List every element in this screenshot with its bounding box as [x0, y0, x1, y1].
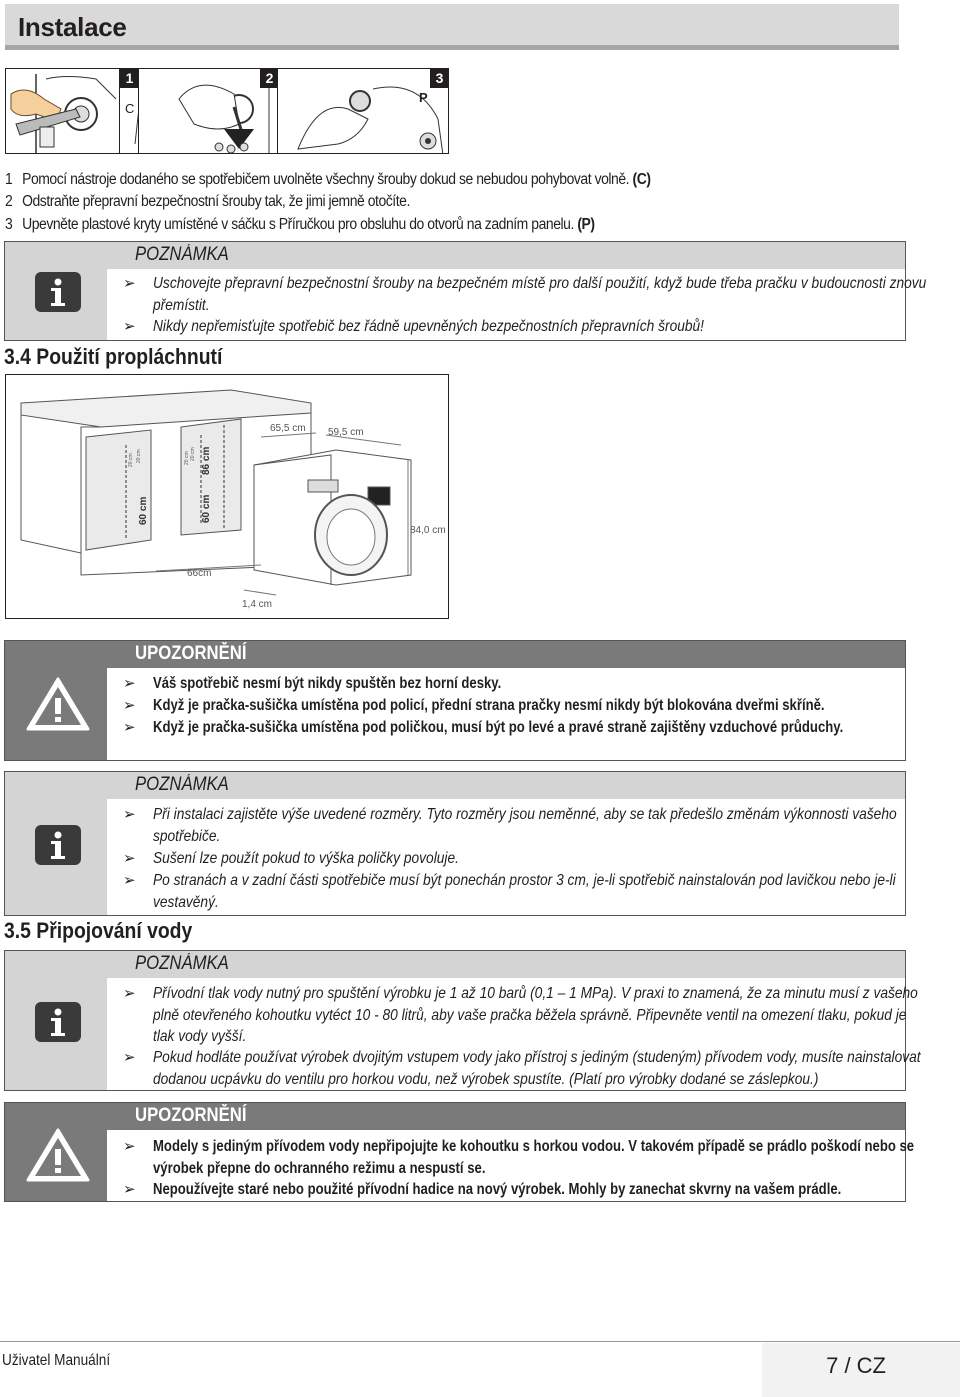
step-illustration-3 — [278, 68, 449, 154]
warning-title: UPOZORNĚNÍ — [135, 1105, 247, 1126]
info-icon — [35, 1002, 81, 1042]
note-item: ➢ Pokud hodláte používat výrobek dvojitým vstupem vody jako přístroj s jediným (studeným) přívodem vody, musíte nainstalovat dodanou ucpávku do ventilu pro horkou vodu, než výrobek spustíte. (Platí pro výrobky dodané se záslepkou.) — [123, 1049, 921, 1088]
note-box-1 — [4, 241, 927, 341]
note-title: POZNÁMKA — [135, 953, 229, 974]
warning-item: ➢ Když je pračka-sušička umístěna pod policí, přední strana pračky nesmí nikdy být blokována dveřmi skříně. — [123, 697, 825, 714]
warning-title: UPOZORNĚNÍ — [135, 643, 247, 664]
dim-label-depth: 65,5 cm — [270, 423, 306, 434]
footer-divider — [0, 1341, 960, 1342]
step-item-1: 1 Pomocí nástroje dodaného se spotřebičem uvolněte všechny šrouby dokud se nebudou pohybovat volně. (C) — [5, 171, 651, 188]
warning-box-2 — [4, 1102, 915, 1202]
warning-box-1 — [4, 640, 906, 761]
section-heading-3-4: 3.4 Použití propláchnutí — [4, 344, 223, 369]
note-item: ➢ Sušení lze použít pokud to výška poličky povoluje. — [123, 850, 459, 867]
step-number-1-badge: 1 — [120, 69, 139, 88]
dim-label-left-height-1: 60 cm — [138, 496, 149, 525]
page-header — [5, 4, 899, 50]
warning-item: ➢ Nepoužívejte staré nebo použité přívodní hadice na nový výrobek. Mohly by zanechat skvrny na vašem prádle. — [123, 1181, 842, 1198]
step-number-3: 3 — [430, 69, 449, 88]
step-item-3: 3 Upevněte plastové kryty umístěné v sáčku s Příručkou pro obsluhu do otvorů na zadním panelu. (P) — [5, 216, 595, 233]
dim-label-small-2: 20 cm — [136, 449, 142, 463]
dim-label-gap: 1,4 cm — [242, 599, 273, 610]
step-number-2: 2 — [260, 69, 278, 88]
note-item: ➢ Při instalaci zajistěte výše uvedené rozměry. Tyto rozměry jsou neměnné, aby se tak předešlo změnám výkonnosti vašeho spotřebiče. — [123, 806, 897, 845]
dim-label-cabinet-height: 86 cm — [201, 446, 212, 475]
hand-remove-illustration — [139, 69, 278, 154]
note-title: POZNÁMKA — [135, 244, 229, 265]
dim-label-small-3: 20 cm — [184, 451, 190, 465]
info-icon — [35, 825, 81, 865]
dim-label-left-height-2: 60 cm — [201, 494, 212, 523]
note-item: ➢ Nikdy nepřemisťujte spotřebič bez řádně upevněných bezpečnostních přepravních šroubů! — [123, 318, 705, 335]
footer-page-box — [762, 1343, 960, 1397]
warning-triangle-icon — [25, 676, 91, 732]
dim-label-small-1: 20 cm — [128, 453, 134, 467]
step-illustration-2 — [138, 68, 278, 154]
step-label-c: C — [125, 101, 135, 116]
section-heading-3-5: 3.5 Připojování vody — [4, 918, 193, 943]
hand-plug-illustration — [278, 69, 449, 154]
step-item-2: 2 Odstraňte přepravní bezpečnostní šrouby tak, že jimi jemně otočíte. — [5, 193, 410, 210]
dimensions-diagram — [5, 374, 449, 619]
built-in-diagram — [6, 375, 448, 618]
warning-item: ➢ Modely s jediným přívodem vody nepřipojujte ke kohoutku s horkou vodou. V takovém případě se prádlo poškodí nebo se výrobek přepne do ochranného režimu a nespustí se. — [123, 1138, 915, 1177]
step-label-p: P — [419, 90, 428, 105]
dim-label-height: 84,0 cm — [410, 525, 446, 536]
note-box-3 — [4, 950, 921, 1091]
footer-left: Uživatel Manuální — [2, 1352, 111, 1369]
note-box-2 — [4, 771, 906, 916]
note-item: ➢ Po stranách a v zadní části spotřebiče musí být ponechán prostor 3 cm, je-li spotřebič nainstalován pod lavičkou nebo je-li vestavěný. — [123, 872, 896, 911]
wrench-illustration — [6, 69, 120, 154]
note-item: ➢ Uschovejte přepravní bezpečnostní šrouby na bezpečném místě pro další použití, když bude třeba pračku v budoucnosti znovu přemístit. — [123, 275, 927, 314]
note-title: POZNÁMKA — [135, 774, 229, 795]
info-icon — [35, 272, 81, 312]
step-illustration-0 — [5, 68, 120, 154]
dim-label-width: 59,5 cm — [328, 427, 364, 438]
dim-label-cabinet-width: 66cm — [187, 568, 212, 579]
note-item: ➢ Přívodní tlak vody nutný pro spuštění výrobku je 1 až 10 barů (0,1 – 1 MPa). V praxi to znamená, že za minutu musí z vašeho plně otevřeného kohoutku vytéct 10 - 80 litrů, aby vaše pračka běžela správně. Připevněte ventil na omezení tlaku, pokud je tlak vody vyšší. — [123, 985, 918, 1045]
warning-triangle-icon — [25, 1127, 91, 1183]
warning-item: ➢ Váš spotřebič nesmí být nikdy spuštěn bez horní desky. — [123, 675, 502, 692]
page-title: Instalace — [18, 12, 127, 42]
warning-item: ➢ Když je pračka-sušička umístěna pod poličkou, musí být po levé a pravé straně zajištěny vzduchové průduchy. — [123, 719, 844, 736]
page-number: 7 / CZ — [826, 1353, 886, 1378]
dim-label-small-4: 20 cm — [190, 447, 196, 461]
